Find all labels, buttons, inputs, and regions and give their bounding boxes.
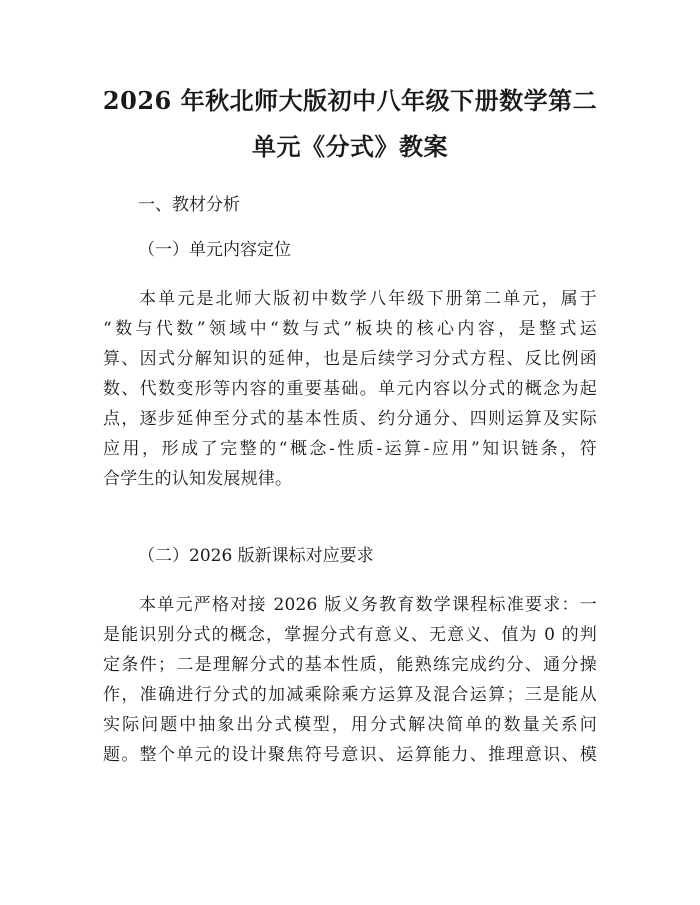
paragraph-line: 数、代数变形等内容的重要基础。单元内容以分式的概念为起 [103,379,597,399]
paragraph-line: 实际问题中抽象出分式模型，用分式解决简单的数量关系问 [103,715,597,735]
paragraph-line: 是能识别分式的概念，掌握分式有意义、无意义、值为 0 的判 [103,625,597,645]
paragraph-line: 题。整个单元的设计聚焦符号意识、运算能力、推理意识、模 [103,745,597,765]
paragraph-line: 本单元严格对接 2026 版义务教育数学课程标准要求：一 [139,595,597,615]
title-line-2: 单元《分式》教案 [252,132,448,161]
paragraph-line: 作，准确进行分式的加减乘除乘方运算及混合运算；三是能从 [103,685,597,705]
paragraph-curriculum-standard [103,590,597,770]
paragraph-line: 本单元是北师大版初中数学八年级下册第二单元，属于 [139,289,597,309]
paragraph-line: 点，逐步延伸至分式的基本性质、约分通分、四则运算及实际 [103,409,597,429]
title-line-1: 2026 年秋北师大版初中八年级下册数学第二 [102,86,598,115]
document-title [60,78,640,170]
subsection-heading-curriculum-standard: （二）2026 版新课标对应要求 [138,546,374,566]
paragraph-line: 定条件；二是理解分式的基本性质，能熟练完成约分、通分操 [103,655,597,675]
paragraph-unit-positioning [103,284,597,494]
paragraph-line: 合学生的认知发展规律。 [103,469,293,489]
section-heading-teaching-material-analysis: 一、教材分析 [138,195,240,215]
subsection-heading-unit-positioning: （一）单元内容定位 [138,240,291,260]
paragraph-line: 算、因式分解知识的延伸，也是后续学习分式方程、反比例函 [103,349,597,369]
paragraph-line: 应用，形成了完整的“概念-性质-运算-应用”知识链条，符 [103,439,597,459]
paragraph-line: “数与代数”领域中“数与式”板块的核心内容，是整式运 [103,319,597,339]
